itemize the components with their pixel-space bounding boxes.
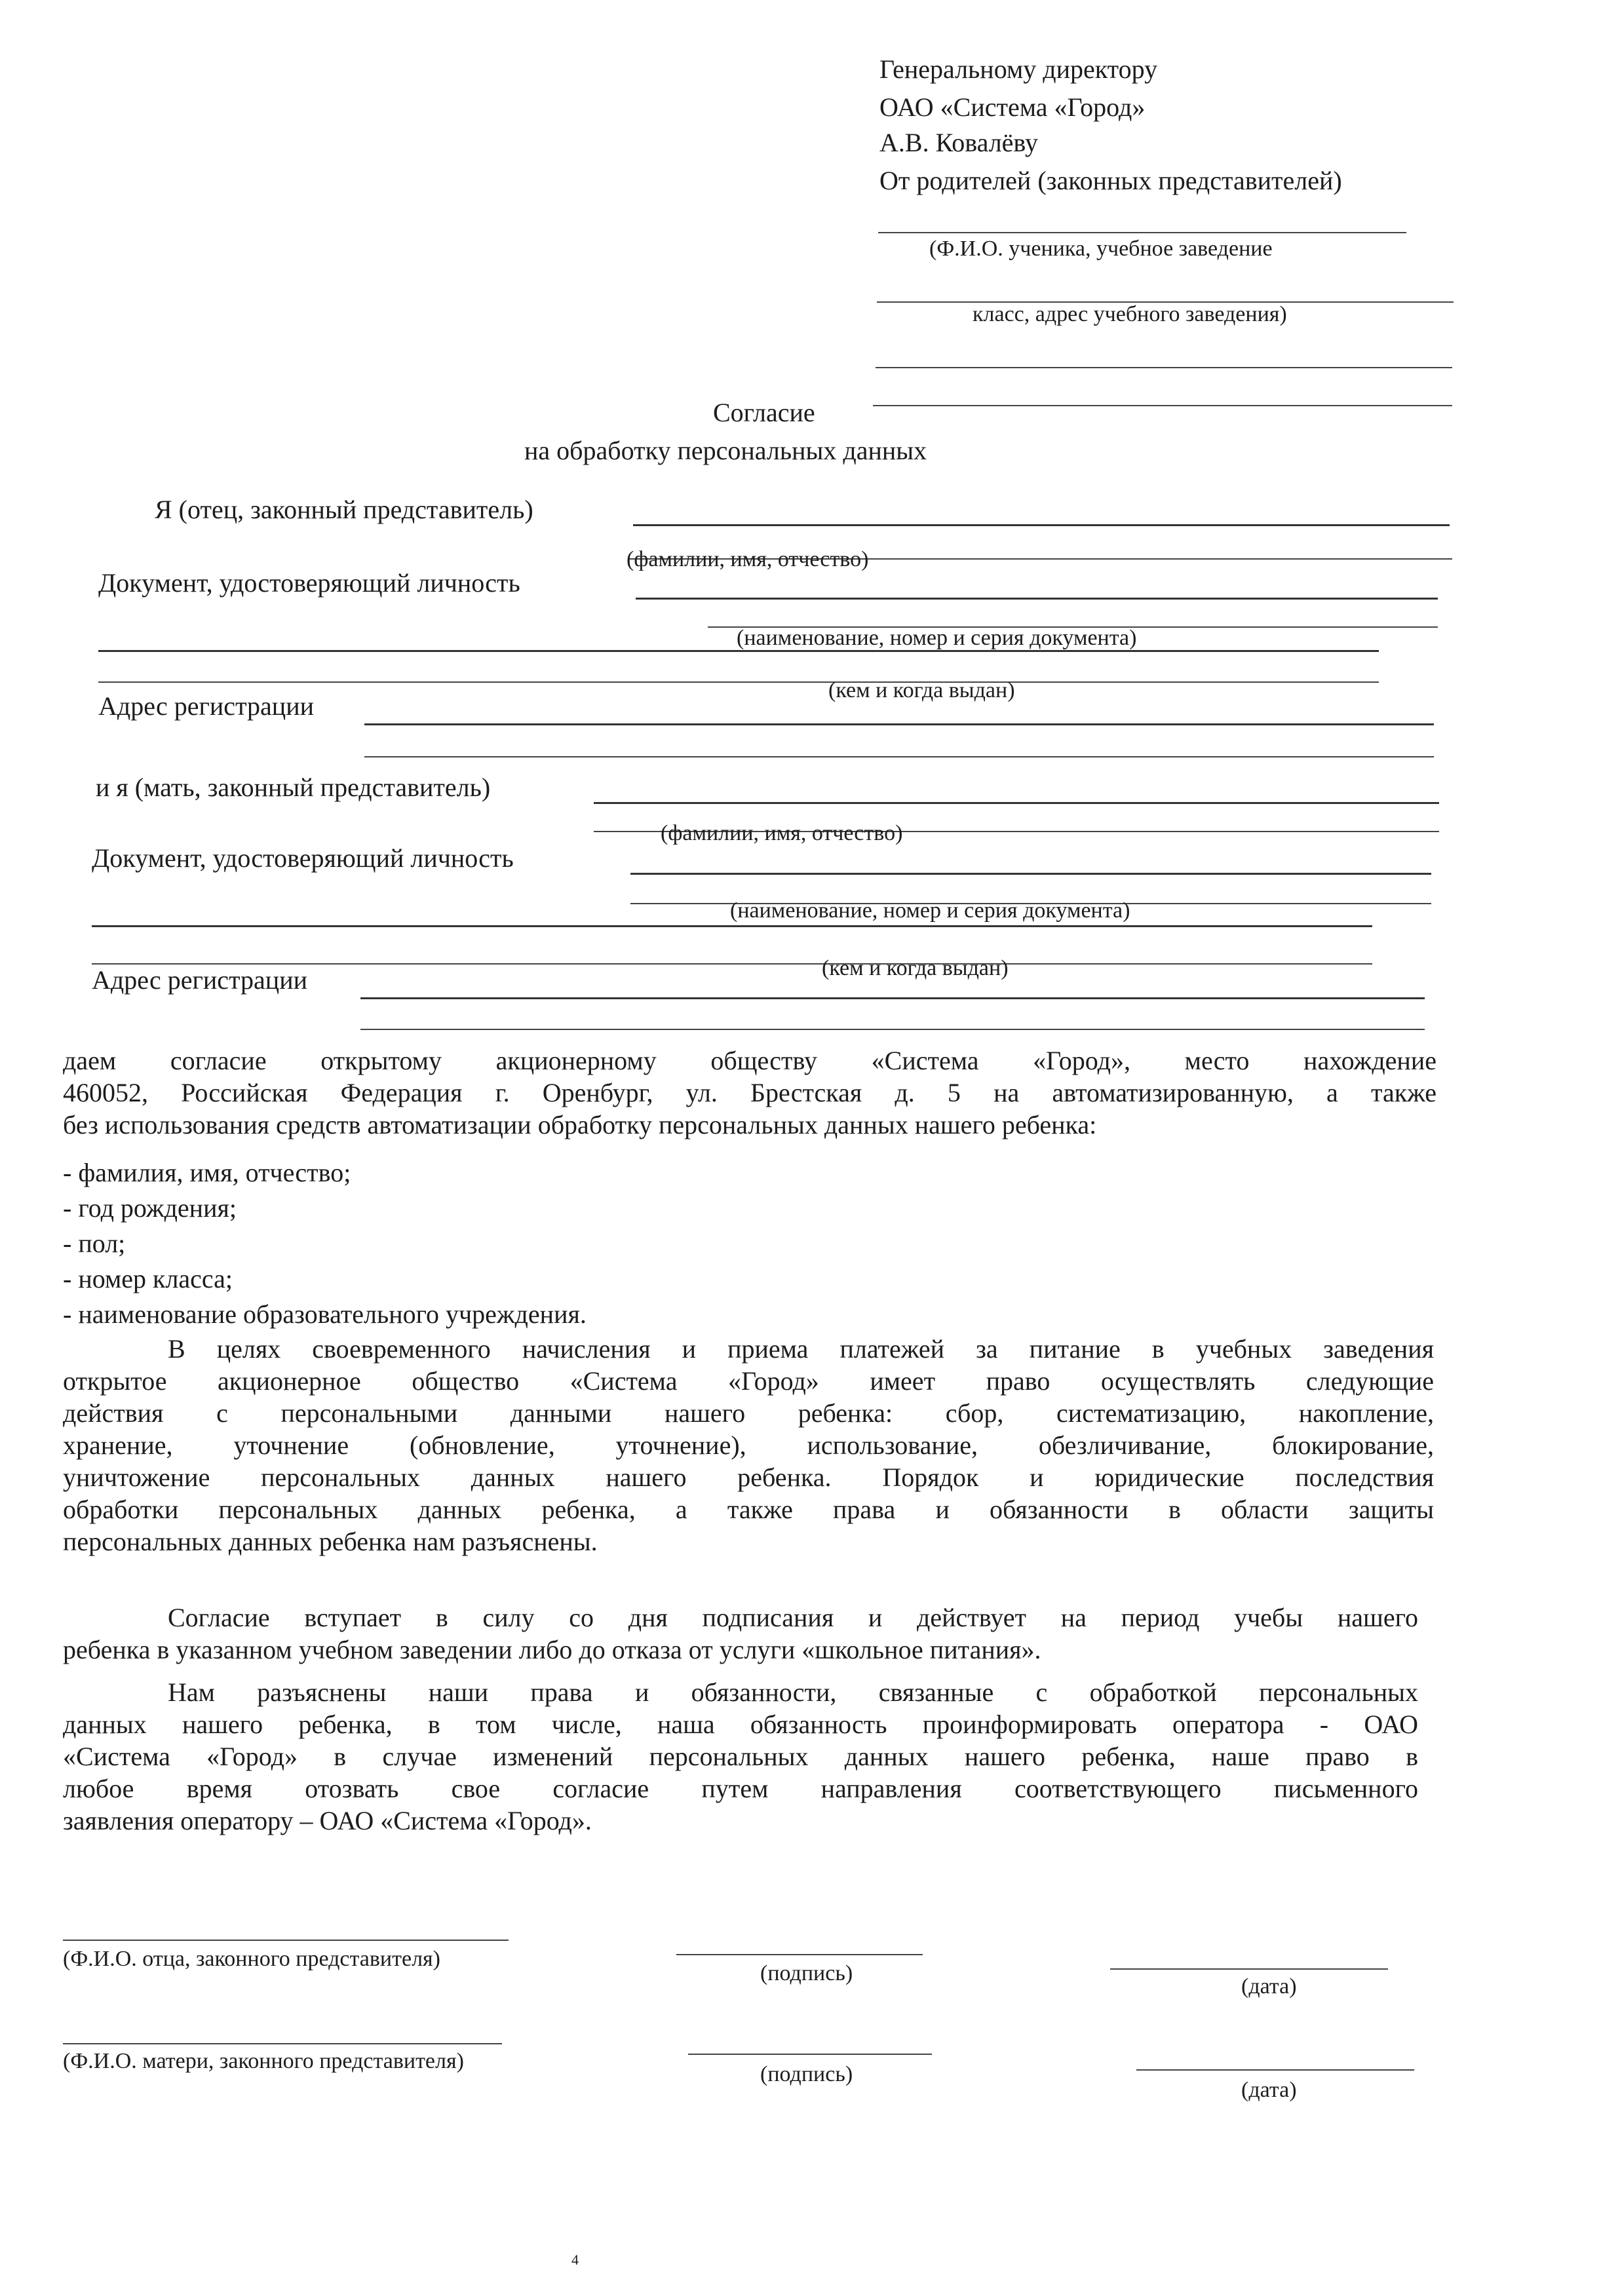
mother-fio-signature-line[interactable] [63, 2043, 502, 2044]
validity-paragraph [63, 1601, 1418, 1666]
father-fio-signature-line[interactable] [63, 1940, 509, 1941]
mother-signature-line[interactable] [688, 2054, 932, 2055]
mother-address-field-line[interactable] [360, 997, 1425, 999]
father-name-hint: (фамилии, имя, отчество) [627, 547, 869, 571]
school-address-field-line-2[interactable] [873, 405, 1452, 406]
father-issued-hint: (кем и когда выдан) [828, 678, 1015, 702]
purpose-line: уничтожение персональных данных нашего ребенка. Порядок и юридические последствия [63, 1463, 1434, 1492]
father-issued-field-line-2[interactable] [98, 681, 1379, 683]
rights-paragraph [63, 1676, 1418, 1837]
father-signature-hint: (подпись) [760, 1961, 853, 1985]
father-label: Я (отец, законный представитель) [155, 495, 533, 524]
mother-fio-hint: (Ф.И.О. матери, законного представителя) [63, 2049, 464, 2073]
from-parents-line: От родителей (законных представителей) [879, 166, 1342, 195]
data-item-school-name: - наименование образовательного учреждения. [63, 1299, 587, 1329]
school-address-field-line-1[interactable] [876, 367, 1452, 368]
validity-line: ребенка в указанном учебном заведении либо до отказа от услуги «школьное питания». [63, 1635, 1041, 1664]
purpose-line: обработки персональных данных ребенка, а также права и обязанности в области защиты [63, 1495, 1434, 1524]
addressee-line-1: Генеральному директору [879, 54, 1158, 84]
mother-document-field-line[interactable] [630, 873, 1431, 875]
mother-document-hint: (наименование, номер и серия документа) [730, 898, 1130, 923]
rights-line: Нам разъяснены наши права и обязанности, связанные с обработкой персональных [168, 1677, 1418, 1707]
data-item-birth-year: - год рождения; [63, 1193, 237, 1223]
rights-line: «Система «Город» в случае изменений персональных данных нашего ребенка, наше право в [63, 1742, 1418, 1771]
father-date-line[interactable] [1110, 1968, 1388, 1970]
father-address-label: Адрес регистрации [98, 691, 315, 721]
mother-address-label: Адрес регистрации [92, 965, 308, 995]
father-document-field-line[interactable] [636, 598, 1438, 600]
mother-date-hint: (дата) [1241, 2078, 1297, 2102]
consent-line: 460052, Российская Федерация г. Оренбург, ул. Брестская д. 5 на автоматизированную, а также [63, 1078, 1437, 1107]
page-number: 4 [571, 2251, 579, 2268]
rights-line: данных нашего ребенка, в том числе, наша обязанность проинформировать оператора - ОАО [63, 1710, 1418, 1739]
school-address-hint: класс, адрес учебного заведения) [973, 302, 1287, 326]
consent-line: даем согласие открытому акционерному обществу «Система «Город», место нахождение [63, 1046, 1437, 1075]
purpose-line: персональных данных ребенка нам разъяснены. [63, 1527, 598, 1556]
addressee-line-2: ОАО «Система «Город» [879, 92, 1146, 122]
mother-issued-hint: (кем и когда выдан) [822, 956, 1009, 980]
father-date-hint: (дата) [1241, 1974, 1297, 1999]
mother-label: и я (мать, законный представитель) [96, 773, 491, 802]
father-name-field-line[interactable] [633, 524, 1450, 526]
mother-name-field-line[interactable] [594, 802, 1439, 804]
rights-line: заявления оператору – ОАО «Система «Город». [63, 1806, 592, 1835]
purpose-line: В целях своевременного начисления и приема платежей за питание в учебных заведения [168, 1334, 1434, 1364]
student-name-hint: (Ф.И.О. ученика, учебное заведение [929, 237, 1273, 261]
validity-line: Согласие вступает в силу со дня подписания и действует на период учебы нашего [168, 1603, 1418, 1632]
document-subtitle: на обработку персональных данных [524, 436, 927, 465]
mother-signature-hint: (подпись) [760, 2062, 853, 2086]
mother-address-field-line-2[interactable] [360, 1029, 1425, 1030]
addressee-line-3: А.В. Ковалёву [879, 128, 1038, 157]
data-item-full-name: - фамилия, имя, отчество; [63, 1158, 351, 1187]
mother-issued-field-line[interactable] [92, 925, 1372, 927]
document-title: Согласие [713, 398, 815, 427]
father-document-label: Документ, удостоверяющий личность [98, 568, 520, 598]
purpose-line: действия с персональными данными нашего ребенка: сбор, систематизацию, накопление, [63, 1398, 1434, 1428]
mother-date-line[interactable] [1136, 2069, 1414, 2071]
consent-line: без использования средств автоматизации обработку персональных данных нашего ребенка: [63, 1110, 1097, 1139]
purpose-line: хранение, уточнение (обновление, уточнение), использование, обезличивание, блокирование, [63, 1430, 1434, 1460]
consent-paragraph [63, 1044, 1437, 1141]
father-address-field-line-2[interactable] [364, 756, 1434, 757]
purpose-line: открытое акционерное общество «Система «Город» имеет право осуществлять следующие [63, 1366, 1434, 1396]
data-item-sex: - пол; [63, 1229, 126, 1258]
father-document-hint: (наименование, номер и серия документа) [737, 626, 1137, 650]
father-issued-field-line[interactable] [98, 650, 1379, 652]
data-item-class-number: - номер класса; [63, 1264, 233, 1293]
rights-line: любое время отозвать свое согласие путем направления соответствующего письменного [63, 1774, 1418, 1803]
student-name-field-line[interactable] [878, 232, 1406, 233]
father-address-field-line[interactable] [364, 723, 1434, 725]
purpose-paragraph [63, 1333, 1434, 1558]
mother-document-label: Документ, удостоверяющий личность [92, 843, 514, 873]
father-fio-hint: (Ф.И.О. отца, законного представителя) [63, 1947, 441, 1971]
mother-name-hint: (фамилии, имя, отчество) [661, 821, 903, 845]
father-signature-line[interactable] [676, 1954, 923, 1955]
